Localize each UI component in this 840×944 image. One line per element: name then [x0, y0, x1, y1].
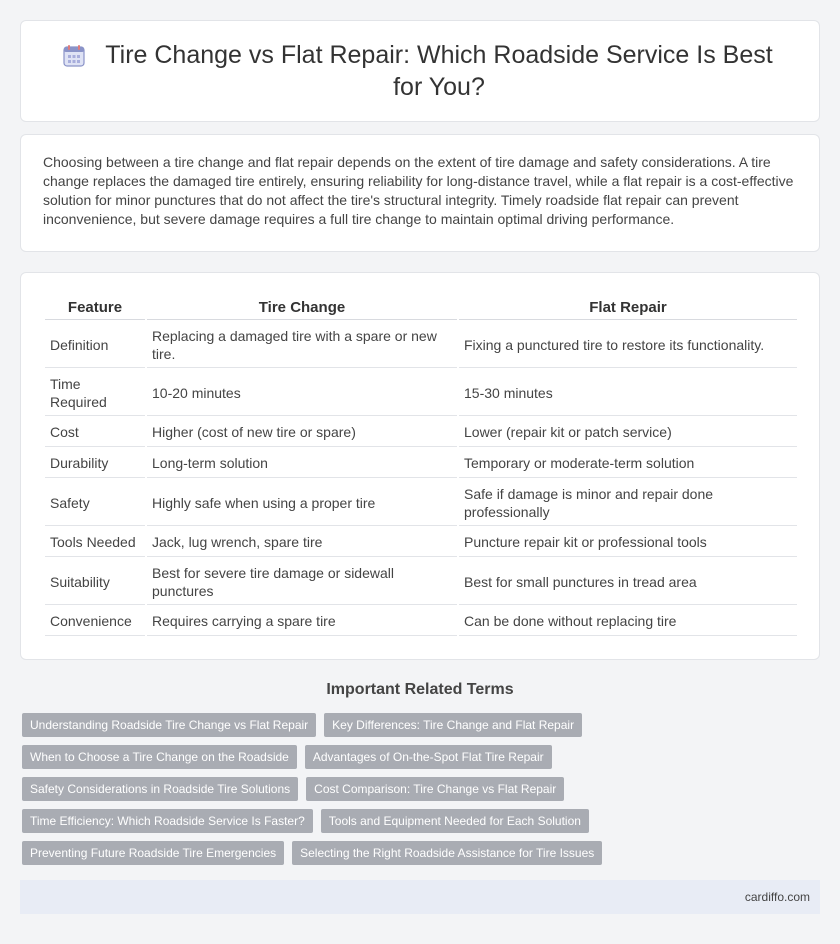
table-cell: Lower (repair kit or patch service) [459, 418, 797, 447]
table-cell: Requires carrying a spare tire [147, 607, 457, 636]
table-cell: Durability [45, 449, 145, 478]
tag-row [22, 809, 822, 833]
table-header-row [45, 295, 797, 320]
related-term-link[interactable]: Advantages of On-the-Spot Flat Tire Repair [305, 745, 552, 769]
table-cell: Cost [45, 418, 145, 447]
comparison-table [43, 293, 799, 638]
related-terms-heading: Important Related Terms [326, 681, 514, 698]
table-row [45, 528, 797, 557]
table-cell: Puncture repair kit or professional tools [459, 528, 797, 557]
page-title: Tire Change vs Flat Repair: Which Roadside Service Is Best for You? [105, 41, 773, 101]
footer [20, 880, 820, 914]
table-cell: Best for small punctures in tread area [459, 559, 797, 605]
table-cell: 10-20 minutes [147, 370, 457, 416]
table-cell: Fixing a punctured tire to restore its functionality. [459, 322, 797, 368]
related-term-link[interactable]: Cost Comparison: Tire Change vs Flat Repair [306, 777, 564, 801]
related-term-link[interactable]: Understanding Roadside Tire Change vs Flat Repair [22, 713, 316, 737]
table-cell: Long-term solution [147, 449, 457, 478]
comparison-card [20, 272, 820, 660]
related-term-link[interactable]: Selecting the Right Roadside Assistance for Tire Issues [292, 841, 602, 865]
related-term-link[interactable]: Preventing Future Roadside Tire Emergencies [22, 841, 284, 865]
tag-row [22, 713, 822, 737]
intro-card [20, 134, 820, 252]
table-cell: Time Required [45, 370, 145, 416]
table-cell: Suitability [45, 559, 145, 605]
table-cell: Can be done without replacing tire [459, 607, 797, 636]
header-flat-repair: Flat Repair [459, 295, 797, 320]
table-row [45, 559, 797, 605]
table-cell: Temporary or moderate-term solution [459, 449, 797, 478]
related-term-link[interactable]: Safety Considerations in Roadside Tire Solutions [22, 777, 298, 801]
table-cell: Replacing a damaged tire with a spare or new tire. [147, 322, 457, 368]
table-cell: Safe if damage is minor and repair done professionally [459, 480, 797, 526]
related-term-link[interactable]: When to Choose a Tire Change on the Roadside [22, 745, 297, 769]
table-row [45, 418, 797, 447]
table-cell: Definition [45, 322, 145, 368]
table-cell: Safety [45, 480, 145, 526]
table-cell: Highly safe when using a proper tire [147, 480, 457, 526]
header-feature: Feature [45, 295, 145, 320]
table-row [45, 449, 797, 478]
table-cell: Best for severe tire damage or sidewall punctures [147, 559, 457, 605]
tag-row [22, 745, 822, 769]
related-term-link[interactable]: Time Efficiency: Which Roadside Service Is Faster? [22, 809, 313, 833]
table-cell: Jack, lug wrench, spare tire [147, 528, 457, 557]
table-cell: Higher (cost of new tire or spare) [147, 418, 457, 447]
tag-row [22, 777, 822, 801]
related-term-link[interactable]: Key Differences: Tire Change and Flat Repair [324, 713, 582, 737]
related-terms-list [22, 713, 822, 873]
related-term-link[interactable]: Tools and Equipment Needed for Each Solution [321, 809, 589, 833]
table-cell: Tools Needed [45, 528, 145, 557]
tag-row [22, 841, 822, 865]
title-card [20, 20, 820, 122]
table-row [45, 480, 797, 526]
header-tire-change: Tire Change [147, 295, 457, 320]
intro-paragraph: Choosing between a tire change and flat repair depends on the extent of tire damage and safety considerations. A tire change replaces the damaged tire entirely, ensuring reliability for long-distance travel, while a flat repair is a cost-effective solution for minor punctures that do not affect the tire's structural integrity. Timely roadside flat repair can prevent inconvenience, but severe damage requires a full tire change to maintain optimal driving performance. [43, 154, 794, 227]
calendar-icon [61, 43, 87, 69]
table-row [45, 322, 797, 368]
table-cell: Convenience [45, 607, 145, 636]
table-row [45, 370, 797, 416]
footer-site-name: cardiffo.com [744, 890, 810, 904]
title-wrap [61, 39, 779, 103]
table-row [45, 607, 797, 636]
table-cell: 15-30 minutes [459, 370, 797, 416]
